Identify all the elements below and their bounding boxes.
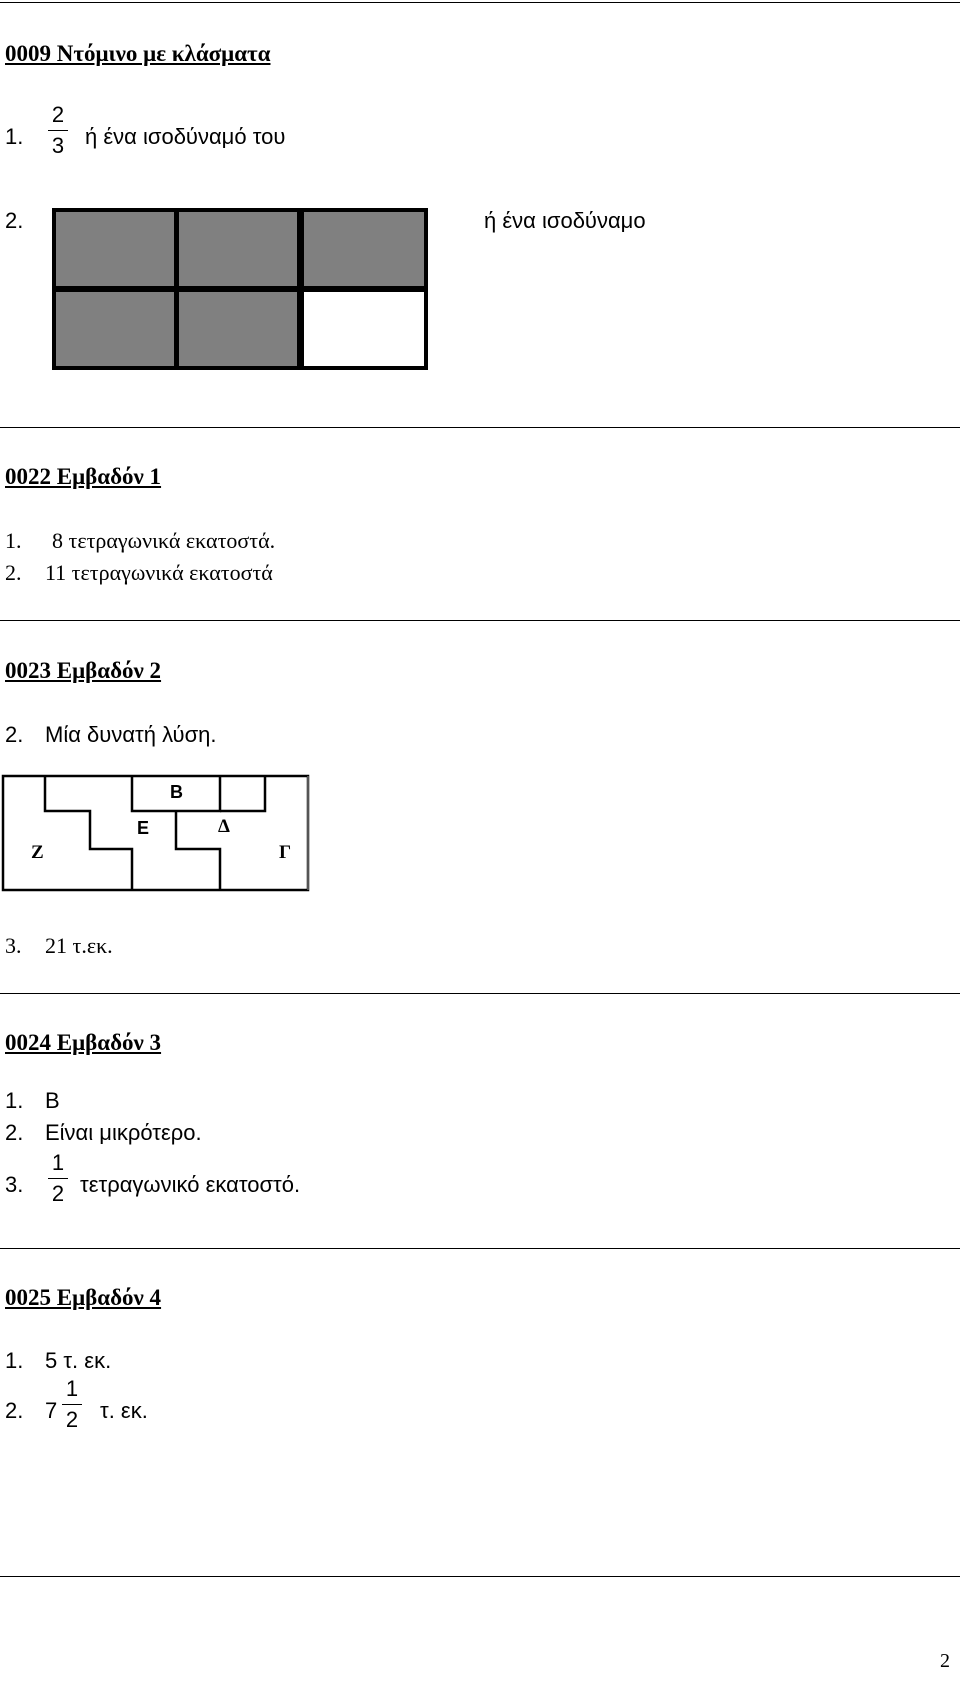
section-divider bbox=[0, 1248, 960, 1249]
item-text: 5 τ. εκ. bbox=[45, 1348, 112, 1373]
grid-cell-shaded bbox=[56, 292, 174, 366]
grid-cell-shaded bbox=[304, 212, 424, 286]
area-puzzle-figure bbox=[0, 773, 312, 893]
item-number: 1. bbox=[5, 124, 24, 149]
item-text: 8 τετραγωνικά εκατοστά. bbox=[52, 528, 276, 553]
item-text: τ. εκ. bbox=[100, 1398, 148, 1423]
page-number: 2 bbox=[940, 1650, 950, 1672]
section-title-0023: 0023 Εμβαδόν 2 bbox=[5, 658, 162, 683]
top-rule bbox=[0, 2, 960, 3]
item-number: 2. bbox=[5, 208, 24, 233]
item-text: B bbox=[45, 1088, 60, 1113]
fraction-denominator: 2 bbox=[51, 1181, 65, 1206]
section-title-0025: 0025 Εμβαδόν 4 bbox=[5, 1285, 162, 1310]
section-divider bbox=[0, 427, 960, 428]
item-text: 21 τ.εκ. bbox=[45, 933, 113, 958]
section-divider bbox=[0, 620, 960, 621]
item-number: 2. bbox=[5, 722, 24, 747]
fraction-denominator: 3 bbox=[51, 133, 65, 158]
item-number: 2. bbox=[5, 1120, 24, 1145]
figure-label-b: B bbox=[170, 782, 183, 802]
item-number: 3. bbox=[5, 1172, 24, 1197]
item-number: 2. bbox=[5, 1398, 24, 1423]
fraction-one-half bbox=[43, 1151, 73, 1206]
fraction-two-thirds bbox=[43, 103, 73, 158]
item-text: ή ένα ισοδύναμο bbox=[484, 208, 646, 233]
item-text: 11 τετραγωνικά εκατοστά bbox=[45, 560, 273, 585]
figure-label-delta: Δ bbox=[218, 816, 230, 837]
item-number: 2. bbox=[5, 560, 22, 585]
item-number: 1. bbox=[5, 1088, 24, 1113]
fraction-numerator: 1 bbox=[65, 1376, 79, 1401]
fraction-one-half bbox=[57, 1377, 87, 1432]
section-title-0009: 0009 Ντόμινο με κλάσματα bbox=[5, 41, 271, 66]
item-text: ή ένα ισοδύναμό του bbox=[85, 124, 286, 149]
fraction-denominator: 2 bbox=[65, 1407, 79, 1432]
item-text: Μία δυνατή λύση. bbox=[45, 722, 217, 747]
item-number: 1. bbox=[5, 1348, 24, 1373]
fraction-numerator: 2 bbox=[51, 102, 65, 127]
figure-label-e: E bbox=[137, 818, 150, 838]
grid-cell-shaded bbox=[56, 212, 174, 286]
section-divider bbox=[0, 1576, 960, 1577]
section-title-0024: 0024 Εμβαδόν 3 bbox=[5, 1030, 162, 1055]
grid-cell-shaded bbox=[179, 212, 297, 286]
item-text: Είναι μικρότερο. bbox=[45, 1120, 202, 1145]
mixed-number-whole: 7 bbox=[45, 1398, 58, 1423]
grid-cell-shaded bbox=[179, 292, 297, 366]
figure-label-zeta: Z bbox=[31, 842, 44, 863]
item-number: 3. bbox=[5, 933, 22, 958]
shaded-grid bbox=[52, 208, 428, 370]
item-number: 1. bbox=[5, 528, 22, 553]
fraction-numerator: 1 bbox=[51, 1150, 65, 1175]
section-divider bbox=[0, 993, 960, 994]
item-text: τετραγωνικό εκατοστό. bbox=[80, 1172, 301, 1197]
figure-label-gamma: Γ bbox=[279, 842, 292, 863]
section-title-0022: 0022 Εμβαδόν 1 bbox=[5, 464, 162, 489]
grid-cell-empty bbox=[304, 292, 424, 366]
